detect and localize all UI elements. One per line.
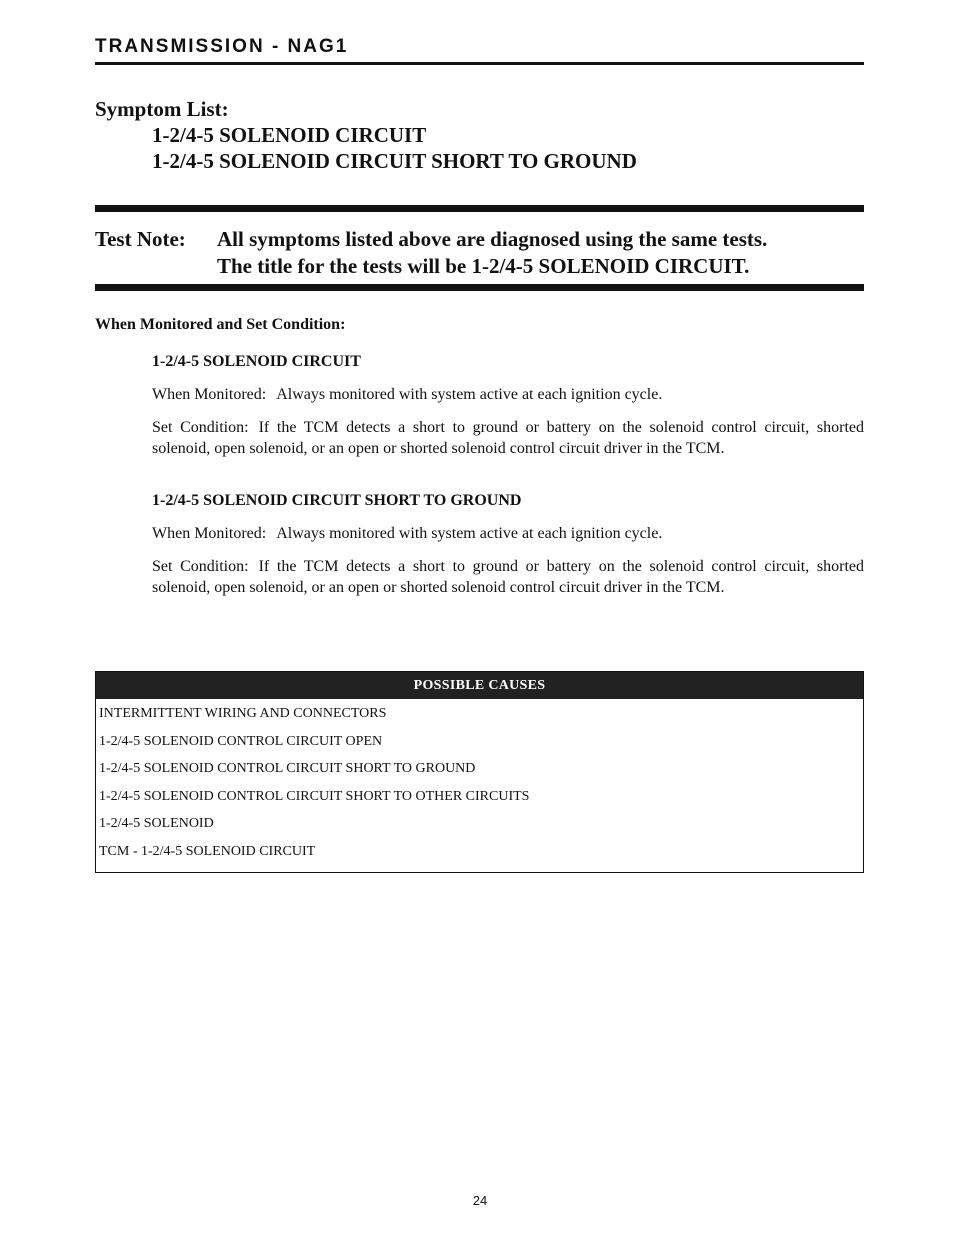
cause-item: TCM - 1-2/4-5 SOLENOID CIRCUIT	[99, 843, 316, 859]
cause-item: 1-2/4-5 SOLENOID	[99, 816, 214, 831]
set-condition-label: Set Condition:	[152, 558, 249, 575]
page-header: TRANSMISSION - NAG1	[95, 36, 864, 65]
page-number: 24	[472, 1193, 488, 1208]
symptom-list-label: Symptom List:	[95, 97, 229, 121]
when-monitored-label: When Monitored:	[152, 525, 267, 542]
test-note-label: Test Note:	[95, 227, 186, 251]
when-monitored-label: When Monitored:	[152, 386, 267, 403]
section-subtitle: 1-2/4-5 SOLENOID CIRCUIT	[152, 353, 361, 370]
cause-item: 1-2/4-5 SOLENOID CONTROL CIRCUIT SHORT TO OTHER CIRCUITS	[99, 788, 530, 804]
cause-item: 1-2/4-5 SOLENOID CONTROL CIRCUIT SHORT TO GROUND	[99, 761, 476, 776]
monitoring-title: When Monitored and Set Condition:	[95, 316, 346, 333]
cause-item: 1-2/4-5 SOLENOID CONTROL CIRCUIT OPEN	[99, 733, 383, 749]
set-condition-text: If the TCM detects a short to ground or battery on the solenoid control circuit, shorted solenoid, open solenoid, or an open or shorted solenoid control circuit driver in the TCM.	[152, 419, 865, 457]
possible-causes-table	[95, 671, 864, 873]
symptom-item: 1-2/4-5 SOLENOID CIRCUIT SHORT TO GROUND	[152, 149, 637, 173]
section-subtitle: 1-2/4-5 SOLENOID CIRCUIT SHORT TO GROUND	[152, 492, 522, 509]
test-note-line: The title for the tests will be 1-2/4-5 SOLENOID CIRCUIT.	[217, 254, 750, 278]
monitoring-section	[152, 351, 864, 471]
divider-bar	[95, 284, 864, 291]
possible-causes-header: POSSIBLE CAUSES	[96, 672, 863, 699]
when-monitored-text: Always monitored with system active at each ignition cycle.	[276, 386, 663, 403]
monitoring-section	[152, 490, 864, 610]
test-note	[95, 226, 864, 279]
cause-item: INTERMITTENT WIRING AND CONNECTORS	[99, 706, 387, 721]
symptom-item: 1-2/4-5 SOLENOID CIRCUIT	[152, 123, 427, 147]
symptom-list	[95, 96, 637, 174]
when-monitored-text: Always monitored with system active at each ignition cycle.	[276, 525, 663, 542]
test-note-line: All symptoms listed above are diagnosed using the same tests.	[217, 227, 768, 251]
set-condition-text: If the TCM detects a short to ground or battery on the solenoid control circuit, shorted solenoid, open solenoid, or an open or shorted solenoid control circuit driver in the TCM.	[152, 558, 865, 596]
divider-bar	[95, 205, 864, 212]
set-condition-label: Set Condition:	[152, 419, 249, 436]
